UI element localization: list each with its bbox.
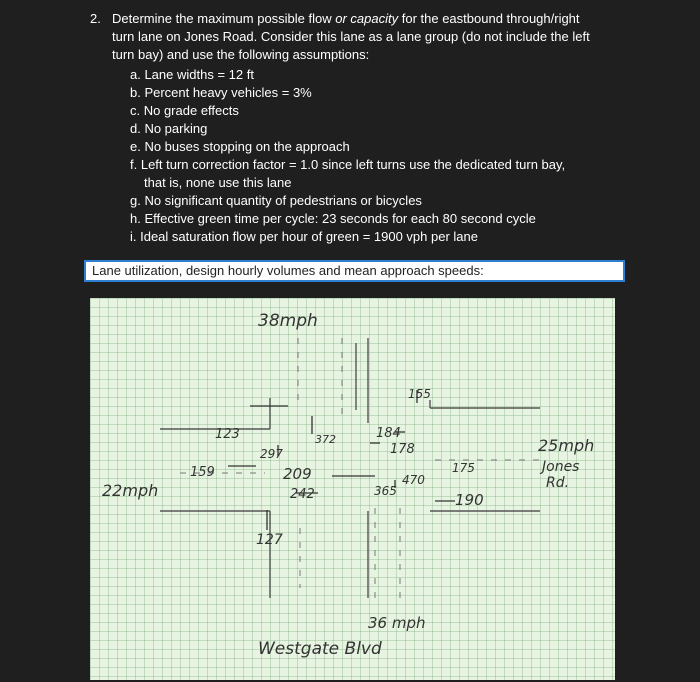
north-speed-label: 38mph [258, 311, 318, 331]
volume-wb-right: 190 [455, 491, 484, 509]
question-line-3: turn bay) and use the following assumptions: [112, 47, 370, 62]
volume-wb-left: 175 [452, 461, 475, 475]
figure-caption-banner: Lane utilization, design hourly volumes and mean approach speeds: [84, 260, 625, 282]
east-speed-label: 25mph [538, 436, 595, 455]
volume-sb-down: 127 [256, 532, 283, 548]
east-street-name-1: Jones [542, 459, 580, 475]
volume-sb-right: 123 [215, 427, 240, 442]
volume-nb-left: 184 [376, 426, 401, 441]
intersection-sketch [90, 298, 615, 680]
east-street-name-2: Rd. [546, 475, 570, 491]
assumption-b: b. Percent heavy vehicles = 3% [130, 85, 312, 100]
lane-lines [180, 338, 540, 598]
south-street-name: Westgate Blvd [258, 639, 382, 659]
assumption-i: i. Ideal saturation flow per hour of green = 1900 vph per lane [130, 229, 478, 244]
volume-sb-left: 297 [260, 447, 283, 461]
volume-eb-through: 209 [283, 465, 312, 483]
volume-nb-up: 365 [374, 484, 397, 498]
assumption-c: c. No grade effects [130, 103, 239, 118]
question-text [112, 10, 612, 64]
assumption-h: h. Effective green time per cycle: 23 seconds for each 80 second cycle [130, 211, 536, 226]
question-line-1: Determine the maximum possible flow or capacity for the eastbound through/right [112, 11, 580, 26]
question-line-2: turn lane on Jones Road. Consider this lane as a lane group (do not include the left [112, 29, 590, 44]
south-speed-label: 36 mph [368, 614, 426, 632]
west-speed-label: 22mph [102, 481, 159, 500]
assumption-e: e. No buses stopping on the approach [130, 139, 350, 154]
assumption-a: a. Lane widths = 12 ft [130, 67, 254, 82]
volume-eb-right: 242 [290, 487, 315, 502]
volume-sb-through: 372 [315, 433, 336, 446]
emphasis-capacity: or capacity [335, 11, 399, 26]
volume-nb-right: 178 [390, 442, 415, 457]
intersection-diagram [90, 298, 615, 680]
assumption-g: g. No significant quantity of pedestrians or bicycles [130, 193, 422, 208]
volume-nb-through: 155 [408, 387, 431, 401]
assumption-d: d. No parking [130, 121, 208, 136]
volume-eb-left: 159 [190, 465, 215, 480]
road-edges [160, 338, 540, 598]
question-number: 2. [90, 11, 101, 26]
assumption-f: f. Left turn correction factor = 1.0 since left turns use the dedicated turn bay, that is, none use this lane [130, 157, 566, 190]
volume-wb-through: 470 [402, 473, 425, 487]
assumption-list [130, 66, 610, 246]
